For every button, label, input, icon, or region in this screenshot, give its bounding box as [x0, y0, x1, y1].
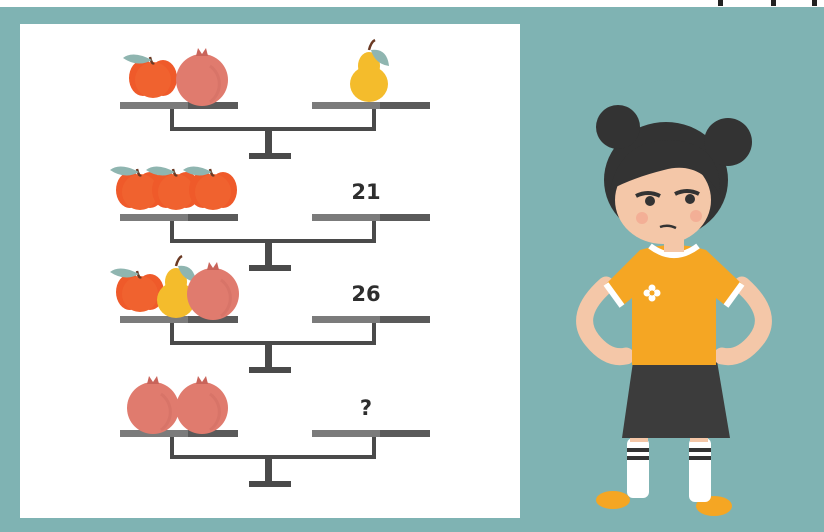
pomegranate-icon: [187, 262, 239, 320]
pomegranate-icon: [176, 48, 228, 106]
girl-illustration: [585, 105, 764, 516]
pomegranate-icon: [176, 376, 228, 434]
balance-scale-icon: [120, 376, 430, 487]
apple-icon: [123, 54, 177, 98]
weight-label: ?: [359, 396, 373, 420]
pomegranate-icon: [127, 376, 179, 434]
balance-scale-icon: [110, 256, 430, 373]
pear-icon: [350, 40, 389, 102]
balance-scale-icon: [120, 40, 430, 159]
apple-icon: [110, 268, 164, 312]
weight-label: 26: [351, 282, 381, 306]
weight-label: 21: [351, 180, 381, 204]
